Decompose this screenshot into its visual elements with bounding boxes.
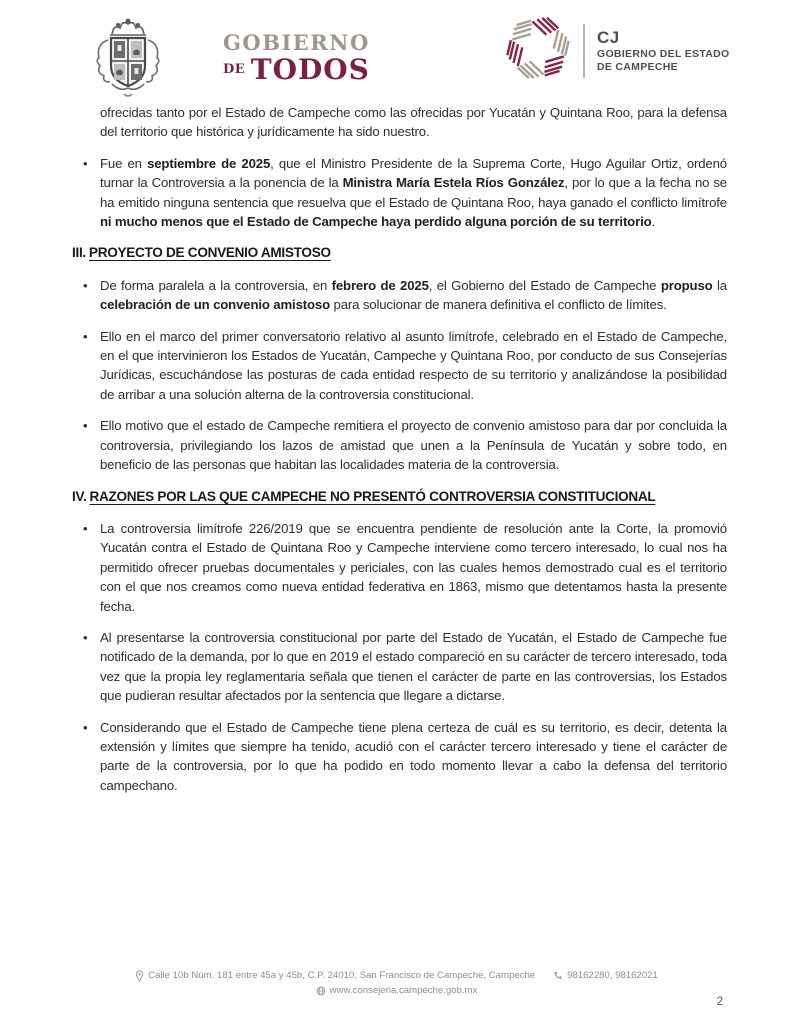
cj-abbr: CJ [597,27,620,47]
bullet-item: • La controversia limítrofe 226/2019 que se encuentra pendiente de resolución ante la Corte, la promovió Yucatán contra el Estado de Quintana Roo y Campeche interviene como tercero interesado, lo cual nos ha permitido ofrecer pruebas documentales y periciales, con las cuales hemos demostrado cual es el territorio con el que nos creamos como nueva entidad federativa en 1863, mismo que detentamos hasta la presente fecha. [100,519,727,616]
footer-website: www.consejeria.campeche.gob.mx [329,985,478,996]
cj-hexagon-icon [503,12,573,89]
bullet-item: • Fue en septiembre de 2025, que el Ministro Presidente de la Suprema Corte, Hugo Aguilar Ortiz, ordenó turnar la Controversia a la ponencia de la Ministra María Estela Ríos González, por lo que a la fecha no se ha emitido ninguna sentencia que resuelva que el Estado de Quintana Roo, haya ganado el conflicto limítrofe ni mucho menos que el Estado de Campeche haya perdido alguna porción de su territorio. [100,154,727,232]
section-heading: IV. RAZONES POR LAS QUE CAMPECHE NO PRESENTÓ CONTROVERSIA CONSTITUCIONAL [72,488,656,504]
bullet-item: • Al presentarse la controversia constitucional por parte del Estado de Yucatán, el Estado de Campeche fue notificado de la demanda, por lo que en 2019 el estado compareció en su carácter de tercero interesado, toda vez que la propia ley reglamentaria señala que tienen el carácter de parte en las controversias, los Estados que pudieran resultar afectados por la sentencia que llegare a dictarse. [100,628,727,706]
cj-line1: GOBIERNO DEL ESTADO [597,48,730,60]
todos-wordmark: TODOS [250,53,370,86]
document-header [0,12,793,104]
bullet-item: • Considerando que el Estado de Campeche tiene plena certeza de cuál es su territorio, es decir, detenta la extensión y límites que siempre ha tenido, acudió con el carácter tercero interesado y tiene el carácter de parte de la controversia, por lo que ha podido en todo momento llevar a cabo la defensa del territorio campechano. [100,718,727,796]
bullet-item: • Ello motivo que el estado de Campeche remitiera el proyecto de convenio amistoso para dar por concluida la controversia, privilegiando los lazos de amistad que unen a la Península de Yucatán y sobre todo, en beneficio de las personas que habitan las localidades materia de la controversia. [100,416,727,474]
logo-divider [583,24,585,78]
footer-address: Calle 10b Núm. 181 entre 45a y 45b, C.P. 24010, San Francisco de Campeche, Campeche [148,970,536,981]
location-pin-icon [135,970,144,982]
globe-icon [316,986,326,996]
section-heading: III. PROYECTO DE CONVENIO AMISTOSO [72,245,331,261]
page-number: 2 [716,996,723,1008]
document-body [72,103,727,807]
footer-phones: 98162280, 98162021 [567,970,658,981]
phone-icon [553,971,563,981]
paragraph: ofrecidas tanto por el Estado de Campeche como las ofrecidas por Yucatán y Quintana Roo, para la defensa del territorio que histórica y jurídicamente ha sido nuestro. [100,105,727,140]
de-wordmark: DE [223,62,246,77]
gobierno-wordmark: GOBIERNO [223,30,370,55]
cj-line2: DE CAMPECHE [597,61,678,74]
bullet-item: • De forma paralela a la controversia, en febrero de 2025, el Gobierno del Estado de Campeche propuso la celebración de un convenio amistoso para solucionar de manera definitiva el conflicto de límites. [100,276,727,315]
cj-gobierno-campeche-logo [503,12,730,89]
gobierno-de-todos-logo [223,32,370,84]
campeche-coat-of-arms-icon [88,14,168,109]
document-footer [0,968,793,998]
bullet-item: • Ello en el marco del primer conversatorio relativo al asunto limítrofe, celebrado en el Estado de Campeche, en el que intervinieron los Estados de Yucatán, Campeche y Quintana Roo, por conducto de sus Consejerías Jurídicas, escuchándose las posturas de cada entidad respecto de su territorio y analizándose la posibilidad de arribar a una solución alterna de la controversia constitucional. [100,327,727,405]
